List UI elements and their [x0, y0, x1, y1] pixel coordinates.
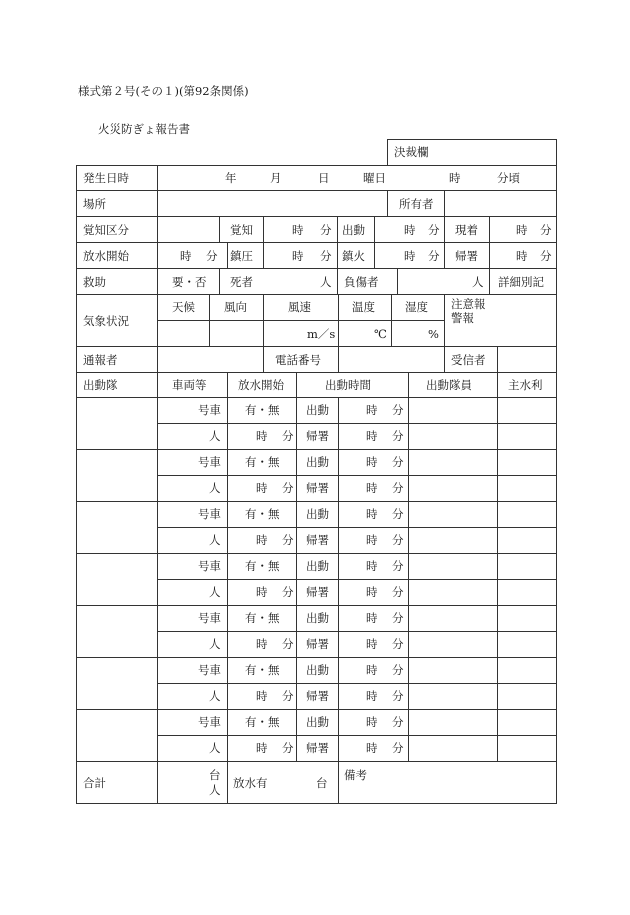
- table-rule: [76, 501, 557, 502]
- water-vehicles: 台: [316, 776, 328, 790]
- dispatch-label: 出動: [306, 611, 329, 625]
- dispatch-hour: 時: [366, 559, 378, 573]
- table-rule: [76, 605, 557, 606]
- recognition-label: 覚知区分: [83, 223, 129, 237]
- table-rule: [157, 527, 557, 528]
- crew-count-unit: 人: [209, 637, 221, 651]
- month-label: 月: [270, 171, 282, 185]
- extinguished-label: 鎮火: [342, 249, 365, 263]
- unit-header: 出動隊: [83, 378, 118, 392]
- year-label: 年: [225, 171, 237, 185]
- dispatch-minute: 分: [392, 559, 404, 573]
- arrival-label: 現着: [455, 223, 478, 237]
- dispatch-hour: 時: [366, 455, 378, 469]
- water-start-label: 放水開始: [83, 249, 129, 263]
- wind-speed: 風速: [288, 300, 311, 314]
- dispatch-minute: 分: [392, 507, 404, 521]
- return-hour: 時: [366, 689, 378, 703]
- water-start-hour: 時: [256, 689, 268, 703]
- crew-count-unit: 人: [209, 585, 221, 599]
- water-yes-no: 有・無: [245, 507, 280, 521]
- return-hour: 時: [366, 533, 378, 547]
- returned-hour: 時: [516, 249, 528, 263]
- arrival-minute: 分: [540, 223, 552, 237]
- water-start-minute: 分: [282, 741, 294, 755]
- vehicle-number-unit: 号車: [198, 507, 221, 521]
- return-label: 帰署: [306, 585, 329, 599]
- vehicle-header: 車両等: [172, 378, 207, 392]
- return-label: 帰署: [306, 637, 329, 651]
- dispatch-label: 出動: [342, 223, 365, 237]
- injured-label: 負傷者: [344, 275, 379, 289]
- return-label: 帰署: [306, 689, 329, 703]
- weekday-label: 曜日: [363, 171, 386, 185]
- owner-label: 所有者: [399, 197, 434, 211]
- dead-label: 死者: [230, 275, 253, 289]
- return-hour: 時: [366, 637, 378, 651]
- kakuchi-minute: 分: [320, 223, 332, 237]
- water-yes-no: 有・無: [245, 611, 280, 625]
- temp-unit: ℃: [374, 327, 387, 341]
- receiver-label: 受信者: [451, 353, 486, 367]
- water-start-hour: 時: [256, 637, 268, 651]
- hour-label: 時: [449, 171, 461, 185]
- dispatch-minute: 分: [428, 223, 440, 237]
- kakuchi-hour: 時: [292, 223, 304, 237]
- crew-count-unit: 人: [209, 741, 221, 755]
- table-rule: [76, 761, 557, 762]
- return-minute: 分: [392, 429, 404, 443]
- dispatch-label: 出動: [306, 507, 329, 521]
- return-minute: 分: [392, 741, 404, 755]
- table-rule: [157, 423, 557, 424]
- wind-direction: 風向: [224, 300, 247, 314]
- return-label: 帰署: [306, 741, 329, 755]
- water-on-label: 放水有: [233, 776, 268, 790]
- vehicle-number-unit: 号車: [198, 403, 221, 417]
- place-label: 場所: [83, 197, 106, 211]
- remarks-label: 備考: [344, 768, 367, 782]
- kakuchi-label: 覚知: [230, 223, 253, 237]
- dispatch-label: 出動: [306, 663, 329, 677]
- dispatch-minute: 分: [392, 403, 404, 417]
- water-start-header: 放水開始: [238, 378, 284, 392]
- water-start-minute: 分: [282, 637, 294, 651]
- details-label: 詳細別記: [498, 275, 544, 289]
- injured-unit: 人: [472, 275, 484, 289]
- vehicle-number-unit: 号車: [198, 715, 221, 729]
- weather-condition: 天候: [172, 300, 195, 314]
- extinguished-hour: 時: [404, 249, 416, 263]
- water-start-hour: 時: [256, 429, 268, 443]
- speed-unit: m／s: [307, 327, 336, 341]
- crew-count-unit: 人: [209, 533, 221, 547]
- return-hour: 時: [366, 481, 378, 495]
- dispatch-label: 出動: [306, 403, 329, 417]
- water-yes-no: 有・無: [245, 455, 280, 469]
- day-label: 日: [318, 171, 330, 185]
- dispatch-hour: 時: [366, 611, 378, 625]
- humidity: 湿度: [405, 300, 428, 314]
- extinguished-minute: 分: [428, 249, 440, 263]
- table-rule: [76, 553, 557, 554]
- minute-approx-label: 分頃: [497, 171, 520, 185]
- return-minute: 分: [392, 533, 404, 547]
- table-rule: [76, 657, 557, 658]
- rescue-label: 救助: [83, 275, 106, 289]
- water-start-hour: 時: [256, 585, 268, 599]
- approval-label: 決裁欄: [394, 145, 429, 159]
- dead-unit: 人: [320, 275, 332, 289]
- table-rule: [157, 579, 557, 580]
- water-start-minute: 分: [206, 249, 218, 263]
- table-rule: [157, 735, 557, 736]
- vehicle-number-unit: 号車: [198, 455, 221, 469]
- water-start-minute: 分: [282, 585, 294, 599]
- water-yes-no: 有・無: [245, 715, 280, 729]
- return-hour: 時: [366, 429, 378, 443]
- weather-label: 気象状況: [83, 314, 129, 328]
- rescue-need: 要・否: [172, 275, 207, 289]
- returned-label: 帰署: [455, 249, 478, 263]
- dispatch-hour: 時: [366, 715, 378, 729]
- form-title: 火災防ぎょ報告書: [98, 122, 190, 136]
- crew-count-unit: 人: [209, 689, 221, 703]
- table-rule: [157, 683, 557, 684]
- total-vehicles: 台: [209, 768, 221, 782]
- return-hour: 時: [366, 741, 378, 755]
- water-start-minute: 分: [282, 689, 294, 703]
- dispatch-hour: 時: [404, 223, 416, 237]
- dispatch-minute: 分: [392, 611, 404, 625]
- form-number: 様式第２号(その１)(第92条関係): [78, 84, 249, 98]
- table-rule: [157, 631, 557, 632]
- dispatch-hour: 時: [366, 403, 378, 417]
- phone-label: 電話番号: [275, 353, 321, 367]
- dispatch-label: 出動: [306, 715, 329, 729]
- table-rule: [76, 449, 557, 450]
- returned-minute: 分: [540, 249, 552, 263]
- water-start-minute: 分: [282, 429, 294, 443]
- return-hour: 時: [366, 585, 378, 599]
- vehicle-number-unit: 号車: [198, 559, 221, 573]
- table-rule: [76, 709, 557, 710]
- water-start-minute: 分: [282, 481, 294, 495]
- suppressed-label: 鎮圧: [230, 249, 253, 263]
- return-label: 帰署: [306, 533, 329, 547]
- dispatch-label: 出動: [306, 559, 329, 573]
- dispatch-hour: 時: [366, 663, 378, 677]
- vehicle-number-unit: 号車: [198, 611, 221, 625]
- reporter-label: 通報者: [83, 353, 118, 367]
- total-persons: 人: [209, 783, 221, 797]
- water-yes-no: 有・無: [245, 663, 280, 677]
- suppressed-hour: 時: [292, 249, 304, 263]
- suppressed-minute: 分: [320, 249, 332, 263]
- return-label: 帰署: [306, 481, 329, 495]
- dispatch-minute: 分: [392, 715, 404, 729]
- crew-count-unit: 人: [209, 429, 221, 443]
- members-header: 出動隊員: [426, 378, 472, 392]
- water-start-minute: 分: [282, 533, 294, 547]
- total-label: 合計: [83, 776, 106, 790]
- main-water-header: 主水利: [508, 378, 543, 392]
- table-rule: [157, 475, 557, 476]
- return-minute: 分: [392, 481, 404, 495]
- dispatch-minute: 分: [392, 663, 404, 677]
- warning-line2: 警報: [451, 311, 474, 325]
- arrival-hour: 時: [516, 223, 528, 237]
- water-start-hour: 時: [256, 741, 268, 755]
- vehicle-number-unit: 号車: [198, 663, 221, 677]
- dispatch-minute: 分: [392, 455, 404, 469]
- water-start-hour: 時: [256, 533, 268, 547]
- humidity-unit: %: [428, 327, 439, 341]
- water-yes-no: 有・無: [245, 559, 280, 573]
- water-start-hour: 時: [180, 249, 192, 263]
- dispatch-hour: 時: [366, 507, 378, 521]
- return-minute: 分: [392, 585, 404, 599]
- return-minute: 分: [392, 689, 404, 703]
- temperature: 温度: [352, 300, 375, 314]
- return-minute: 分: [392, 637, 404, 651]
- water-yes-no: 有・無: [245, 403, 280, 417]
- dispatch-label: 出動: [306, 455, 329, 469]
- return-label: 帰署: [306, 429, 329, 443]
- crew-count-unit: 人: [209, 481, 221, 495]
- occurrence-label: 発生日時: [83, 171, 129, 185]
- warning-line1: 注意報: [451, 297, 486, 311]
- dispatch-time-header: 出動時間: [325, 378, 371, 392]
- water-start-hour: 時: [256, 481, 268, 495]
